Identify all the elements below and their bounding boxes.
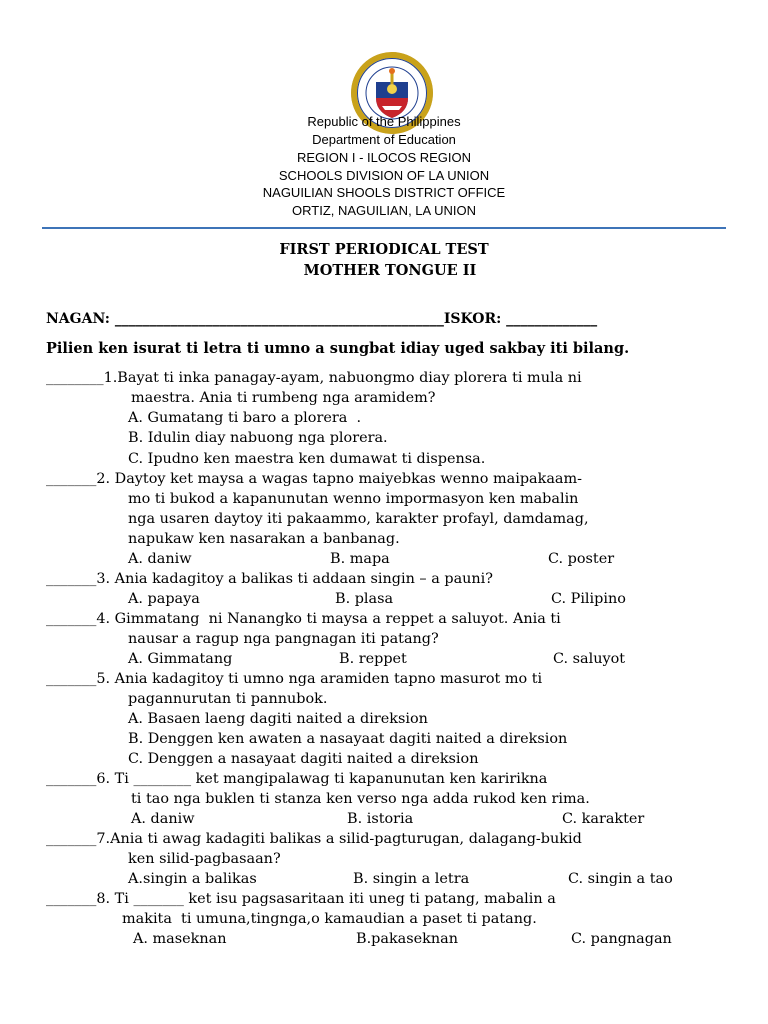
- question-6-stem-cont: ti tao nga buklen ti stanza ken verso nga adda rukod ken rima.: [131, 791, 590, 807]
- question-4-option-c: C. saluyot: [553, 651, 626, 667]
- name-blank[interactable]: _______________________________________________: [114, 311, 444, 327]
- question-7-option-c: C. singin a tao: [568, 871, 673, 887]
- test-subject: MOTHER TONGUE II: [303, 262, 477, 279]
- question-8-stem-cont: makita ti umuna,tingnga,o kamaudian a paset ti patang.: [122, 911, 537, 927]
- deped-seal: [343, 34, 425, 116]
- question-6-option-a: A. daniw: [131, 811, 195, 827]
- header-line-district: NAGUILIAN SHOOLS DISTRICT OFFICE: [262, 185, 506, 200]
- question-8-option-c: C. pangnagan: [571, 931, 672, 947]
- question-2-option-a: A. daniw: [128, 551, 192, 567]
- question-7-stem-cont: ken silid-pagbasaan?: [128, 851, 281, 867]
- question-3-option-b: B. plasa: [335, 591, 394, 607]
- header-line-department: Department of Education: [312, 132, 456, 147]
- question-3-stem: _______3. Ania kadagitoy a balikas ti addaan singin – a pauni?: [46, 571, 494, 587]
- question-4-option-b: B. reppet: [339, 651, 407, 667]
- question-2-option-b: B. mapa: [330, 551, 390, 567]
- header-line-region: REGION I - ILOCOS REGION: [296, 150, 472, 165]
- question-8-option-b: B.pakaseknan: [356, 931, 458, 947]
- question-2-stem-cont-3: napukaw ken nasarakan a banbanag.: [128, 531, 400, 547]
- question-5-option-b: B. Denggen ken awaten a nasayaat dagiti naited a direksion: [128, 731, 568, 747]
- question-4-stem-cont: nausar a ragup nga pangnagan iti patang?: [128, 631, 439, 647]
- question-1-stem: ________1.Bayat ti inka panagay-ayam, nabuongmo diay plorera ti mula ni: [46, 370, 582, 386]
- question-7-option-a: A.singin a balikas: [128, 871, 257, 887]
- question-7-option-b: B. singin a letra: [353, 871, 470, 887]
- question-2-stem-cont-2: nga usaren daytoy iti pakaammo, karakter profayl, damdamag,: [128, 511, 589, 527]
- test-title: FIRST PERIODICAL TEST: [279, 241, 489, 258]
- question-2-stem-cont-1: mo ti bukod a kapanunutan wenno impormasyon ken mabalin: [128, 491, 579, 507]
- question-3-option-c: C. Pilipino: [551, 591, 626, 607]
- score-blank[interactable]: _____________: [506, 311, 598, 327]
- question-5-stem: _______5. Ania kadagitoy ti umno nga aramiden tapno masurot mo ti: [46, 671, 543, 687]
- question-7-stem: _______7.Ania ti awag kadagiti balikas a silid-pagturugan, dalagang-bukid: [46, 831, 582, 847]
- question-6-stem: _______6. Ti ________ ket mangipalawag ti kapanunutan ken karirikna: [46, 771, 548, 787]
- name-score-line: [46, 311, 597, 327]
- name-label: NAGAN:: [46, 311, 115, 327]
- question-4-option-a: A. Gimmatang: [128, 651, 233, 667]
- question-1-stem-cont: maestra. Ania ti rumbeng nga aramidem?: [131, 390, 436, 406]
- question-1-option-b: B. Idulin diay nabuong nga plorera.: [128, 430, 388, 446]
- question-1-option-a: A. Gumatang ti baro a plorera .: [128, 410, 362, 426]
- question-6-option-b: B. istoria: [347, 811, 414, 827]
- question-4-stem: _______4. Gimmatang ni Nanangko ti maysa a reppet a saluyot. Ania ti: [46, 611, 561, 627]
- question-5-option-c: C. Denggen a nasayaat dagiti naited a direksion: [128, 751, 479, 767]
- question-6-option-c: C. karakter: [562, 811, 645, 827]
- header-line-republic: Republic of the Philippines: [307, 114, 461, 129]
- question-8-stem: _______8. Ti _______ ket isu pagsasaritaan iti uneg ti patang, mabalin a: [46, 891, 556, 907]
- instructions: Pilien ken isurat ti letra ti umno a sungbat idiay uged sakbay iti bilang.: [46, 340, 630, 357]
- score-label: ISKOR:: [443, 311, 507, 327]
- header-line-division: SCHOOLS DIVISION OF LA UNION: [278, 168, 490, 183]
- question-2-stem: _______2. Daytoy ket maysa a wagas tapno maiyebkas wenno maipakaam-: [46, 471, 583, 487]
- header-divider: [42, 227, 726, 229]
- question-2-option-c: C. poster: [548, 551, 615, 567]
- question-5-stem-cont: pagannurutan ti pannubok.: [128, 691, 328, 707]
- question-5-option-a: A. Basaen laeng dagiti naited a direksion: [128, 711, 428, 727]
- header-line-address: ORTIZ, NAGUILIAN, LA UNION: [292, 203, 476, 218]
- question-1-option-c: C. Ipudno ken maestra ken dumawat ti dispensa.: [128, 451, 486, 467]
- question-8-option-a: A. maseknan: [133, 931, 227, 947]
- question-3-option-a: A. papaya: [128, 591, 200, 607]
